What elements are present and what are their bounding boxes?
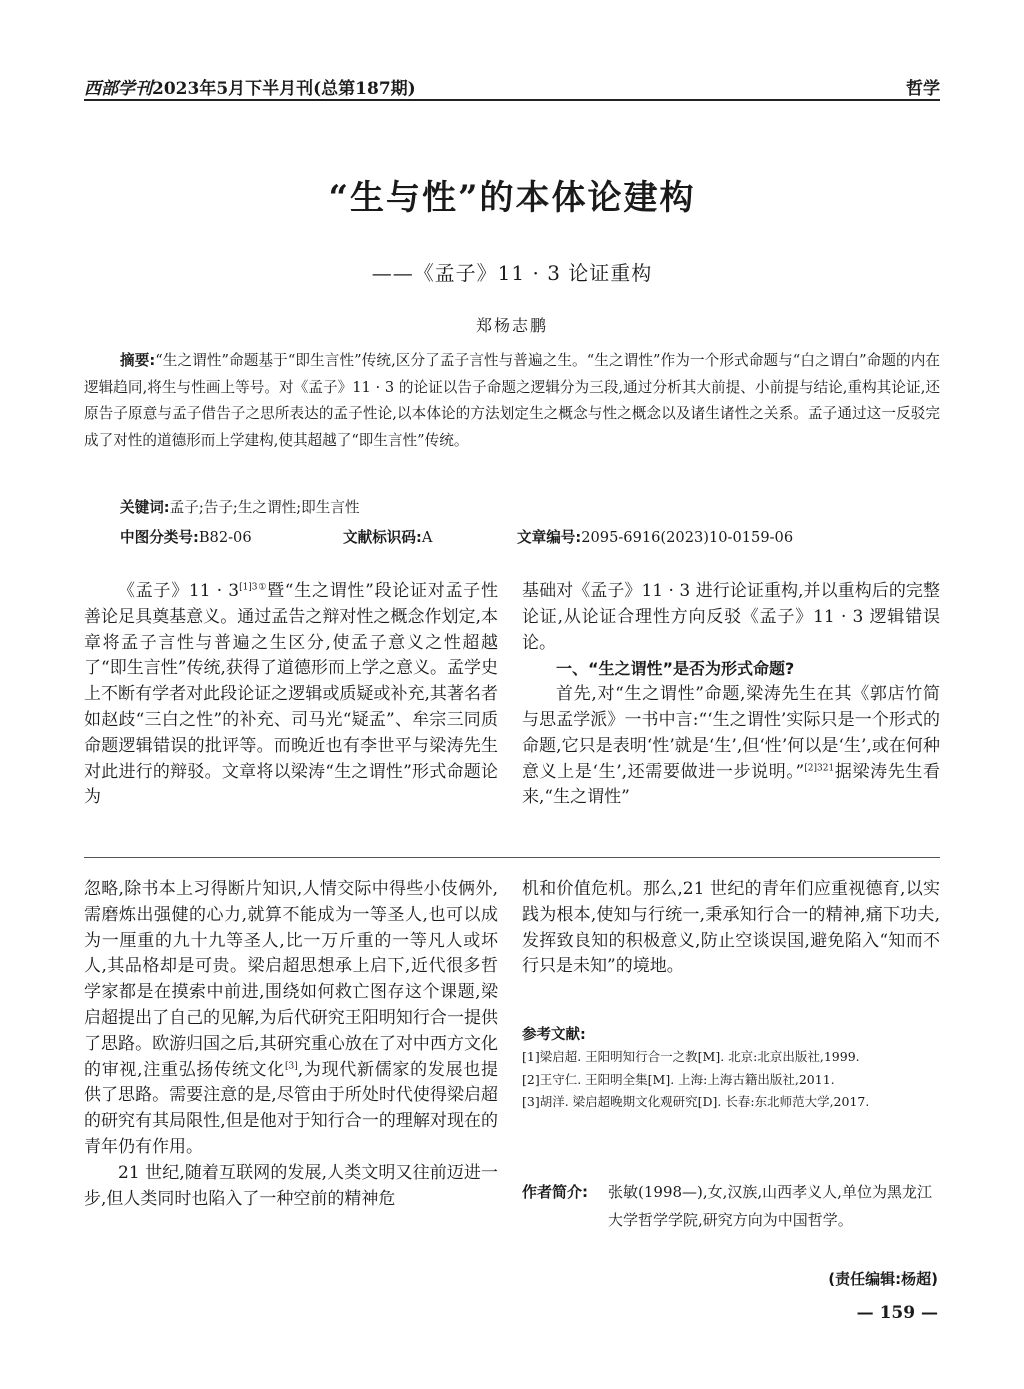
doc-code-label: 文献标识码: — [343, 529, 422, 546]
doc-code — [343, 526, 432, 547]
section-label: 哲学 — [906, 79, 940, 99]
paragraph — [522, 682, 940, 811]
text-run: 《孟子》11 · 3 — [118, 581, 240, 601]
author-bio — [522, 1178, 940, 1234]
lower-left-column — [84, 877, 498, 1212]
article-number — [517, 526, 793, 547]
paragraph: 机和价值危机。那么,21 世纪的青年们应重视德育,以实践为根本,使知与行统一,秉承知行合一的精神,痛下功夫,发挥致良知的积极意义,防止空谈误国,避免陷入“知而不行只是未知”的境地。 — [522, 879, 940, 977]
text-run: 暨“生之谓性”段论证对孟子性善论足具奠基意义。通过孟告之辩对性之概念作划定,本章将孟子言性与普遍之生区分,使孟子意义之性超越了“即生言性”传统,获得了道德形而上学之意义。孟学史上不断有学者对此段论证之逻辑或质疑或补充,其著名者如赵歧“三白之性”的补充、司马光“疑孟”、牟宗三同质命题逻辑错误的批评等。而晚近也有李世平与梁涛先生对此进行的辩驳。文章将以梁涛“生之谓性”形式命题论为 — [84, 581, 498, 808]
text-run: ,为现代新儒家的发展也提供了思路。需要注意的是,尽管由于所处时代使得梁启超的研究有其局限性,但是他对于知行合一的理解对现在的青年仍有作用。 — [84, 1059, 498, 1157]
keywords — [120, 496, 360, 520]
article-divider — [84, 857, 940, 858]
text-run: 忽略,除书本上习得断片知识,人情交际中得些小伎俩外,需磨炼出强健的心力,就算不能成为一等圣人,也可以成为一厘重的九十九等圣人,比一万斤重的一等凡人或坏人,其品格却是可贵。梁启超思想承上启下,近代很多哲学家都是在摸索中前进,围绕如何救亡图存这个课题,梁启超提出了自己的见解,为后代研究王阳明知行合一提供了思路。欧游归国之后,其研究重心放在了对中西方文化的审视,注重弘扬传统文化 — [84, 879, 498, 1080]
paragraph: 21 世纪,随着互联网的发展,人类文明又往前迈进一步,但人类同时也陷入了一种空前的精神危 — [84, 1162, 498, 1209]
citation: [2]321 — [804, 762, 835, 773]
paragraph: 基础对《孟子》11 · 3 进行论证重构,并以重构后的完整论证,从论证合理性方向反驳《孟子》11 · 3 逻辑错误论。 — [522, 581, 940, 653]
reference-item: [3]胡洋. 梁启超晚期文化观研究[D]. 长春:东北师范大学,2017. — [522, 1094, 870, 1109]
reference-list — [522, 1046, 940, 1114]
text-run: 据梁涛先生看来,“生之谓性” — [522, 761, 941, 808]
section-heading: 一、“生之谓性”是否为形式命题? — [556, 659, 795, 679]
journal-header — [84, 74, 416, 99]
text-run: 首先,对“生之谓性”命题,梁涛先生在其《郭店竹简与思孟学派》一书中言:“‘生之谓性’实际只是一个形式的命题,它只是表明‘性’就是‘生’,但‘性’何以是‘生’,或在何种意义上是‘生’,还需要做进一步说明。” — [522, 684, 940, 782]
paragraph — [84, 877, 498, 1161]
paragraph — [84, 579, 498, 811]
journal-issue: 2023年5月下半月刊(总第187期) — [152, 79, 416, 99]
journal-name: 西部学刊 — [84, 79, 152, 99]
article-subtitle: ——《孟子》11 · 3 论证重构 — [371, 261, 653, 285]
author-bio-text: 张敏(1998—),女,汉族,山西孝义人,单位为黑龙江大学哲学学院,研究方向为中国哲学。 — [608, 1183, 932, 1229]
header-rule — [84, 99, 940, 101]
article-number-label: 文章编号: — [517, 529, 582, 546]
clc-number — [120, 526, 252, 547]
citation: [1]3① — [239, 582, 268, 593]
article-author: 郑杨志鹏 — [475, 316, 548, 335]
abstract-label: 摘要: — [120, 352, 156, 369]
abstract — [84, 348, 940, 454]
clc-value: B82-06 — [198, 529, 252, 546]
keywords-text: 孟子;告子;生之谓性;即生言性 — [169, 499, 360, 516]
citation: [3] — [284, 1060, 298, 1071]
upper-right-column — [522, 579, 940, 811]
references-title: 参考文献: — [522, 1027, 586, 1043]
responsible-editor: (责任编辑:杨超) — [828, 1270, 938, 1288]
page-number: — 159 — — [856, 1303, 938, 1323]
reference-item: [2]王守仁. 王阳明全集[M]. 上海:上海古籍出版社,2011. — [522, 1071, 835, 1087]
article-title: “生与性”的本体论建构 — [328, 178, 696, 218]
doc-code-value: A — [421, 529, 433, 546]
keywords-label: 关键词: — [120, 499, 170, 516]
clc-label: 中图分类号: — [120, 529, 199, 546]
reference-item: [1]梁启超. 王阳明知行合一之教[M]. 北京:北京出版社,1999. — [522, 1049, 860, 1064]
lower-right-column — [522, 877, 940, 980]
author-bio-label: 作者简介: — [522, 1183, 588, 1201]
abstract-text: “生之谓性”命题基于“即生言性”传统,区分了孟子言性与普遍之生。“生之谓性”作为一个形式命题与“白之谓白”命题的内在逻辑趋同,将生与性画上等号。对《孟子》11 · 3 的论证以告子命题之逻辑分为三段,通过分析其大前提、小前提与结论,重构其论证,还原告子原意与孟子借告子之思所表达的孟子性论,以本体论的方法划定生之概念与性之概念以及诸生诸性之关系。孟子通过这一反驳完成了对性的道德形而上学建构,使其超越了“即生言性”传统。 — [84, 352, 940, 449]
article-number-value: 2095-6916(2023)10-0159-06 — [581, 529, 794, 546]
upper-left-column — [84, 579, 498, 811]
